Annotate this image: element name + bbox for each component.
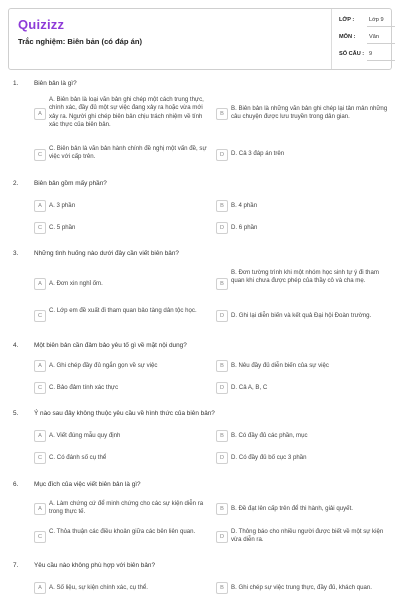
- meta-subject-label: MÔN :: [339, 34, 356, 40]
- question-number: 7.: [13, 562, 19, 569]
- option-text: B. Nêu đầy đủ diễn biến của sự việc: [231, 362, 329, 369]
- option-text: D. Thông báo cho nhiều người được biết về một sự kiện vừa diễn ra.: [231, 528, 384, 544]
- option-text: B. Biên bản là những văn bản ghi chép lại tản mản những câu chuyện được lưu truyền trong dân gian.: [231, 105, 388, 121]
- option-text: D. Ghi lại diễn biến và kết quả Đại hội Đoàn trường.: [231, 312, 372, 319]
- option-letter-box: A: [34, 278, 46, 290]
- option-text: B. Đề đạt lên cấp trên để thi hành, giải quyết.: [231, 505, 353, 512]
- meta-underline: [367, 60, 395, 61]
- option-text: D. 6 phần: [231, 224, 258, 231]
- option-letter-box: D: [216, 452, 228, 464]
- meta-underline: [367, 43, 395, 44]
- option-text: C. 5 phần: [49, 224, 76, 231]
- question-text: Biên bản là gì?: [34, 80, 77, 87]
- question-text: Một biên bản cần đảm bảo yêu tố gì về mặt nội dung?: [34, 342, 187, 349]
- option-letter-box: B: [216, 582, 228, 594]
- option-text: C. Có đánh số cụ thể: [49, 454, 107, 461]
- option-letter-box: C: [34, 222, 46, 234]
- option-text: C. Thỏa thuận các điều khoản giữa các bên liên quan.: [49, 528, 196, 535]
- meta-count-label: SỐ CÂU :: [339, 51, 365, 57]
- option-letter-box: D: [216, 149, 228, 161]
- option-letter-box: B: [216, 360, 228, 372]
- option-text: A. Đơn xin nghỉ ốm.: [49, 280, 103, 287]
- option-letter-box: C: [34, 452, 46, 464]
- question-number: 3.: [13, 250, 19, 257]
- option-text: A. Viết đúng mẫu quy định: [49, 432, 121, 439]
- option-letter-box: B: [216, 200, 228, 212]
- header-divider: [331, 9, 332, 69]
- quiz-header: [8, 8, 392, 70]
- question-text: Ý nào sau đây không thuộc yêu cầu về hình thức của biên bản?: [34, 410, 215, 417]
- meta-count: [339, 49, 395, 61]
- question-text: Biên bản gồm mấy phần?: [34, 180, 107, 187]
- option-text: C. Bảo đảm tính xác thực: [49, 384, 119, 391]
- option-text: B. Có đầy đủ các phần, mục: [231, 432, 308, 439]
- option-letter-box: A: [34, 108, 46, 120]
- option-letter-box: A: [34, 200, 46, 212]
- option-letter-box: A: [34, 503, 46, 515]
- meta-grade-label: LỚP :: [339, 17, 355, 23]
- option-text: A. Làm chứng cứ để minh chứng cho các sự kiện diễn ra trong thực tế.: [49, 500, 204, 516]
- meta-subject: [339, 32, 395, 44]
- meta-grade: [339, 15, 395, 27]
- meta-count-value: 9: [369, 51, 373, 57]
- option-text: A. Biên bản là loại văn bản ghi chép một cách trung thực, chính xác, đầy đủ một sự việc đang xảy ra hoặc vừa mới xảy ra. Người ghi chép biên bản chịu trách nhiệm về tính xác thực của biên bản.: [49, 96, 204, 128]
- option-letter-box: B: [216, 108, 228, 120]
- option-letter-box: A: [34, 582, 46, 594]
- option-letter-box: B: [216, 430, 228, 442]
- question-text: Yêu cầu nào không phù hợp với biên bản?: [34, 562, 156, 569]
- option-letter-box: C: [34, 149, 46, 161]
- question-number: 1.: [13, 80, 19, 87]
- question-number: 2.: [13, 180, 19, 187]
- option-letter-box: B: [216, 278, 228, 290]
- meta-subject-value: Văn: [369, 34, 379, 40]
- option-text: A. Số liệu, sự kiện chính xác, cụ thể.: [49, 584, 148, 591]
- quizizz-logo: Quizizz: [18, 17, 65, 32]
- option-text: D. Cả 3 đáp án trên: [231, 150, 285, 157]
- option-letter-box: B: [216, 503, 228, 515]
- option-text: A. Ghi chép đầy đủ ngắn gọn về sự việc: [49, 362, 158, 369]
- option-letter-box: C: [34, 382, 46, 394]
- option-letter-box: D: [216, 531, 228, 543]
- option-letter-box: A: [34, 360, 46, 372]
- option-letter-box: C: [34, 531, 46, 543]
- option-text: D. Cả A, B, C: [231, 384, 268, 391]
- option-text: C. Biên bản là văn bản hành chính đề nghị một vấn đề, sự việc với cấp trên.: [49, 145, 207, 161]
- page-title: Trắc nghiệm: Biên bản (có đáp án): [18, 37, 143, 46]
- meta-underline: [367, 26, 395, 27]
- question-text: Mục đích của việc viết biên bản là gì?: [34, 481, 141, 488]
- option-text: A. 3 phần: [49, 202, 76, 209]
- option-letter-box: D: [216, 310, 228, 322]
- option-text: D. Có đầy đủ bố cục 3 phần: [231, 454, 307, 461]
- question-number: 6.: [13, 481, 19, 488]
- option-text: B. Đơn tường trình khi một nhóm học sinh tự ý đi tham quan khi chưa được phép của thầy cô và cha mẹ.: [231, 269, 379, 285]
- option-text: B. Ghi chép sự việc trung thực, đầy đủ, khách quan.: [231, 584, 372, 591]
- option-letter-box: D: [216, 382, 228, 394]
- option-letter-box: D: [216, 222, 228, 234]
- option-letter-box: C: [34, 310, 46, 322]
- option-letter-box: A: [34, 430, 46, 442]
- option-text: C. Lớp em đề xuất đi tham quan bảo tàng dân tộc học.: [49, 307, 197, 314]
- meta-grade-value: Lớp 9: [369, 17, 384, 23]
- option-text: B. 4 phần: [231, 202, 258, 209]
- question-number: 4.: [13, 342, 19, 349]
- question-number: 5.: [13, 410, 19, 417]
- question-text: Những tình huống nào dưới đây cần viết biên bản?: [34, 250, 179, 257]
